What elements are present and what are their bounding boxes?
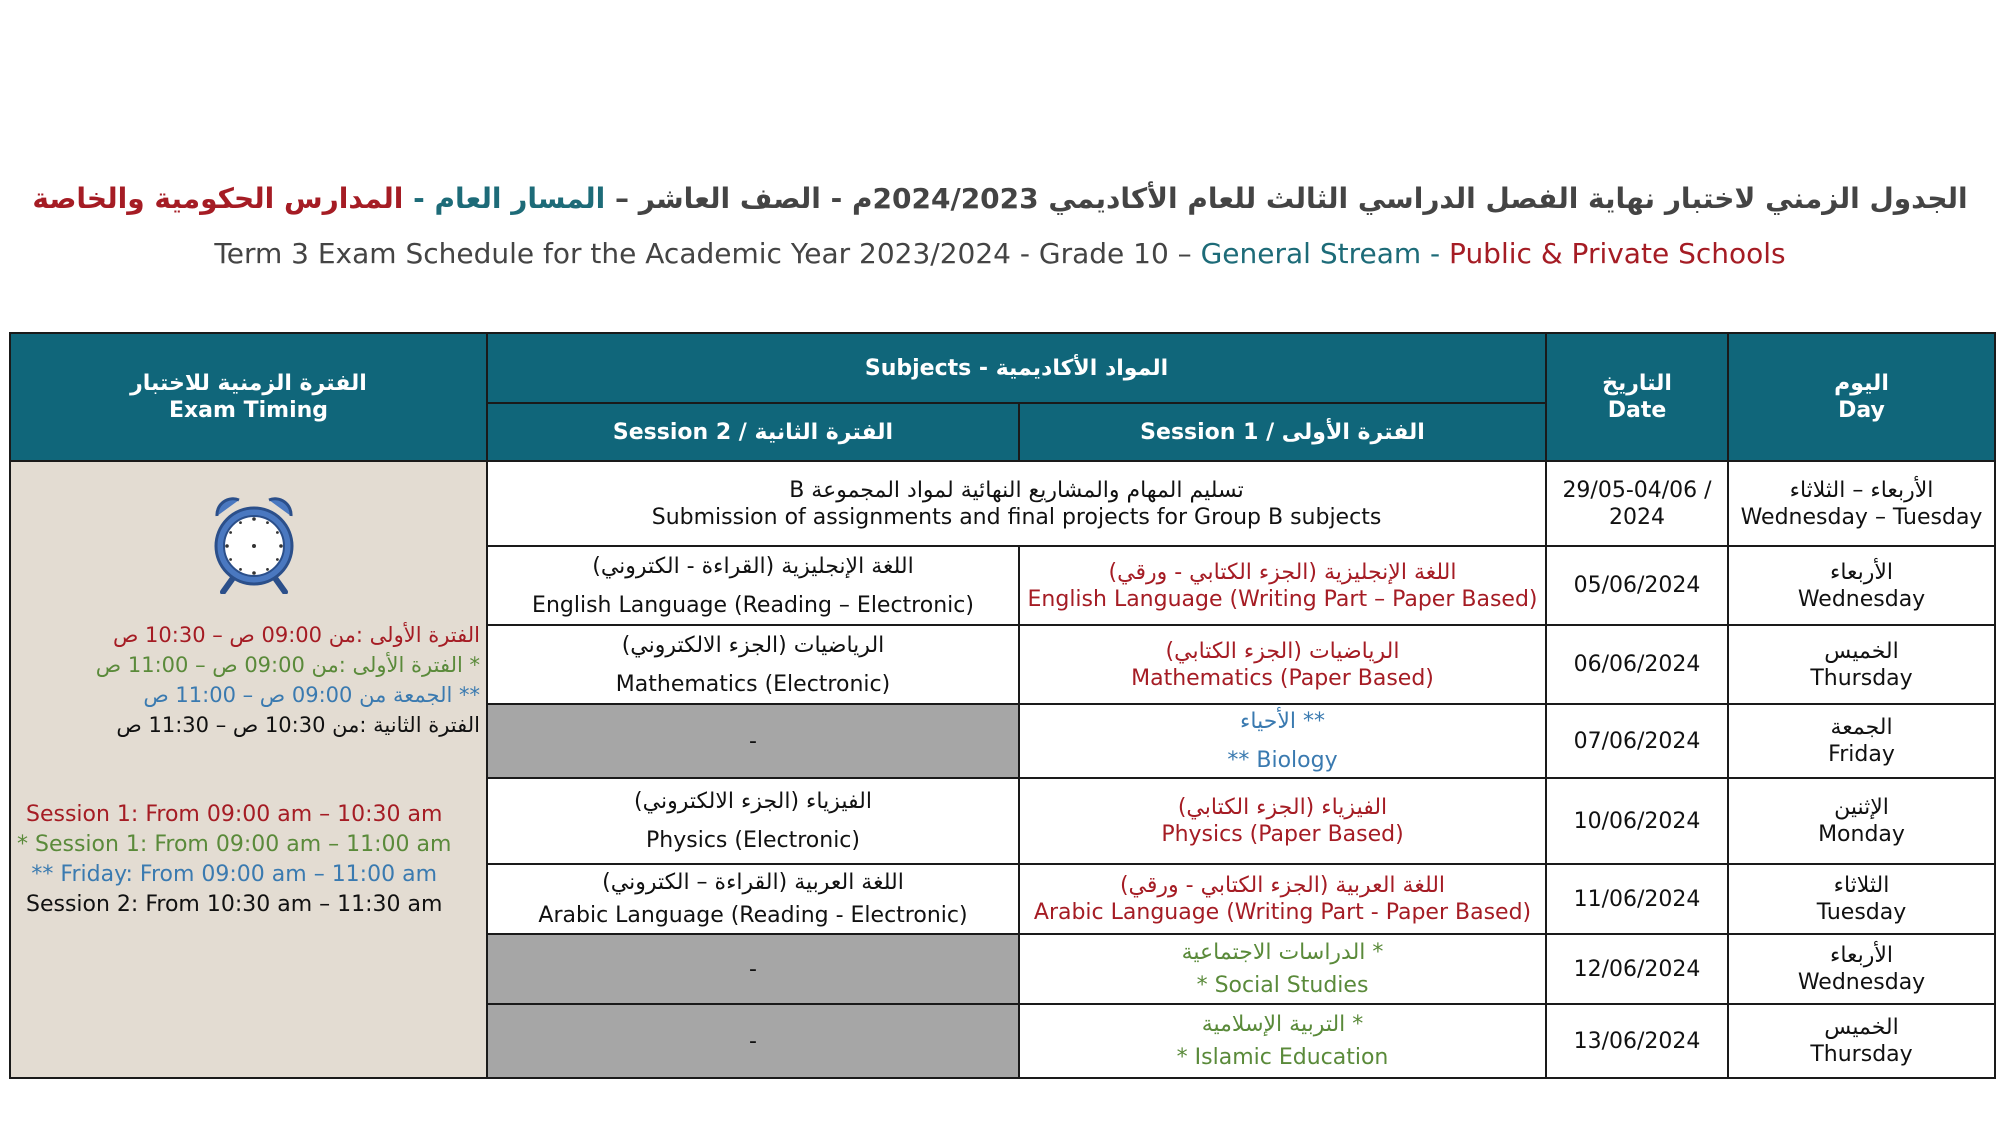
timing-english [17,800,451,920]
session1-ar: * التربية الإسلامية [1201,1012,1364,1037]
session1-ar: * الدراسات الاجتماعية [1181,940,1384,965]
day-cell [1728,704,1995,778]
title-ar-main: الجدول الزمني لاختبار نهاية الفصل الدراسي الثالث للعام الأكاديمي 2024/2023م - الصف العاشر – [605,182,1968,215]
day-ar: الإثنين [1834,795,1889,820]
session1-cell [1019,864,1546,934]
submission-row [10,461,1995,546]
submission-date [1546,461,1728,546]
session2-en: Mathematics (Electronic) [615,671,891,697]
date-cell: 12/06/2024 [1546,934,1728,1004]
header-timing-en: Exam Timing [168,398,329,423]
session2-cell [487,625,1019,704]
header-day [1728,333,1995,461]
session1-cell [1019,934,1546,1004]
day-ar: الأربعاء [1829,559,1894,585]
session2-en: Physics (Electronic) [646,828,860,853]
title-en-schools: Public & Private Schools [1449,237,1786,270]
timing-ar-session1: الفترة الأولى :من 09:00 ص – 10:30 ص [112,623,480,647]
session1-cell [1019,704,1546,778]
exam-timing-panel [10,461,487,1078]
day-en: Wednesday [1797,586,1926,612]
header-exam-timing [10,333,487,461]
timing-ar-friday: ** الجمعة من 09:00 ص – 11:00 ص [143,683,480,707]
session2-cell [487,864,1019,934]
header-date [1546,333,1728,461]
title-arabic [0,182,2000,215]
session1-en: English Language (Writing Part – Paper Based) [1027,586,1538,612]
title-en-stream: General Stream - [1200,237,1450,270]
timing-ar-session1-star: * الفترة الأولى :من 09:00 ص – 11:00 ص [95,653,480,677]
date-cell: 11/06/2024 [1546,864,1728,934]
header-date-en: Date [1607,398,1667,423]
session2-en: Arabic Language (Reading - Electronic) [538,903,968,928]
session1-ar: اللغة الإنجليزية (الجزء الكتابي - ورقي) [1108,559,1457,585]
session2-en: English Language (Reading – Electronic) [532,592,974,618]
timing-en-session1-star: * Session 1: From 09:00 am – 11:00 am [17,832,452,857]
session1-cell [1019,546,1546,625]
day-cell [1728,864,1995,934]
session1-en: * Islamic Education [1176,1045,1389,1070]
date-cell: 10/06/2024 [1546,778,1728,864]
timing-en-session2: Session 2: From 10:30 am – 11:30 am [26,892,443,917]
session1-en: Physics (Paper Based) [1161,822,1404,847]
day-cell [1728,546,1995,625]
submission-ar: تسليم المهام والمشاريع النهائية لمواد المجموعة B [789,477,1244,503]
session1-cell [1019,625,1546,704]
session2-cell-empty: - [487,704,1019,778]
day-en: Wednesday [1797,970,1926,995]
session1-en: * Social Studies [1196,973,1369,998]
session1-cell [1019,778,1546,864]
day-cell [1728,1004,1995,1078]
timing-en-session1: Session 1: From 09:00 am – 10:30 am [26,802,443,827]
session1-en: Mathematics (Paper Based) [1131,665,1434,691]
exam-schedule-table [9,332,1996,1079]
timing-ar-session2: الفترة الثانية :من 10:30 ص – 11:30 ص [116,713,480,737]
day-en: Tuesday [1816,900,1907,925]
session2-ar: اللغة العربية (القراءة – الكتروني) [602,870,904,895]
day-en: Monday [1818,822,1905,847]
timing-arabic [96,620,480,740]
header-date-ar: التاريخ [1602,371,1672,396]
day-en: Thursday [1810,665,1913,691]
session2-ar: الرياضيات (الجزء الالكتروني) [621,632,885,658]
session1-ar: الفيزياء (الجزء الكتابي) [1177,795,1388,820]
session2-ar: اللغة الإنجليزية (القراءة - الكتروني) [592,553,914,579]
header-session-2: Session 2 / الفترة الثانية [487,403,1019,461]
session1-en: Arabic Language (Writing Part - Paper Based) [1033,900,1532,925]
date-cell: 13/06/2024 [1546,1004,1728,1078]
header-session-1: Session 1 / الفترة الأولى [1019,403,1546,461]
day-en: Friday [1828,742,1895,767]
header-day-ar: اليوم [1834,371,1889,396]
day-en: Thursday [1810,1042,1913,1067]
date-cell: 05/06/2024 [1546,546,1728,625]
day-cell [1728,934,1995,1004]
day-ar: الثلاثاء [1833,873,1890,898]
session2-cell [487,778,1019,864]
session2-cell-empty: - [487,934,1019,1004]
session2-cell-empty: - [487,1004,1019,1078]
day-cell [1728,778,1995,864]
title-en-main: Term 3 Exam Schedule for the Academic Year 2023/2024 - Grade 10 – [214,237,1201,270]
session1-en: ** Biology [1227,748,1338,773]
submission-day-ar: الأربعاء – الثلاثاء [1789,477,1934,503]
header-day-en: Day [1838,398,1885,423]
header-subjects: Subjects - المواد الأكاديمية [487,333,1546,403]
day-cell [1728,625,1995,704]
submission-date-line1: 29/05-04/06 / [1562,477,1712,503]
title-ar-stream: المسار العام [434,182,606,215]
day-ar: الخميس [1824,1015,1899,1040]
submission-en: Submission of assignments and final projects for Group B subjects [651,504,1382,530]
session1-ar: الرياضيات (الجزء الكتابي) [1165,638,1400,664]
header-timing-ar: الفترة الزمنية للاختبار [130,371,367,396]
submission-date-line2: 2024 [1609,504,1666,530]
session1-cell [1019,1004,1546,1078]
day-ar: الجمعة [1830,715,1893,740]
session1-ar: ** الأحياء [1240,709,1325,734]
title-ar-schools: المدارس الحكومية والخاصة [32,182,404,215]
session2-cell [487,546,1019,625]
alarm-clock-icon [209,494,299,594]
day-ar: الخميس [1824,638,1899,664]
submission-cell [487,461,1546,546]
date-cell: 06/06/2024 [1546,625,1728,704]
date-cell: 07/06/2024 [1546,704,1728,778]
day-ar: الأربعاء [1829,943,1894,968]
session2-ar: الفيزياء (الجزء الالكتروني) [634,789,872,814]
header-row-1 [10,333,1995,403]
title-english [0,237,2000,270]
submission-day-en: Wednesday – Tuesday [1740,504,1983,530]
session1-ar: اللغة العربية (الجزء الكتابي - ورقي) [1119,873,1446,898]
title-ar-sep: - [403,182,435,215]
timing-en-friday: ** Friday: From 09:00 am – 11:00 am [31,862,437,887]
submission-day [1728,461,1995,546]
